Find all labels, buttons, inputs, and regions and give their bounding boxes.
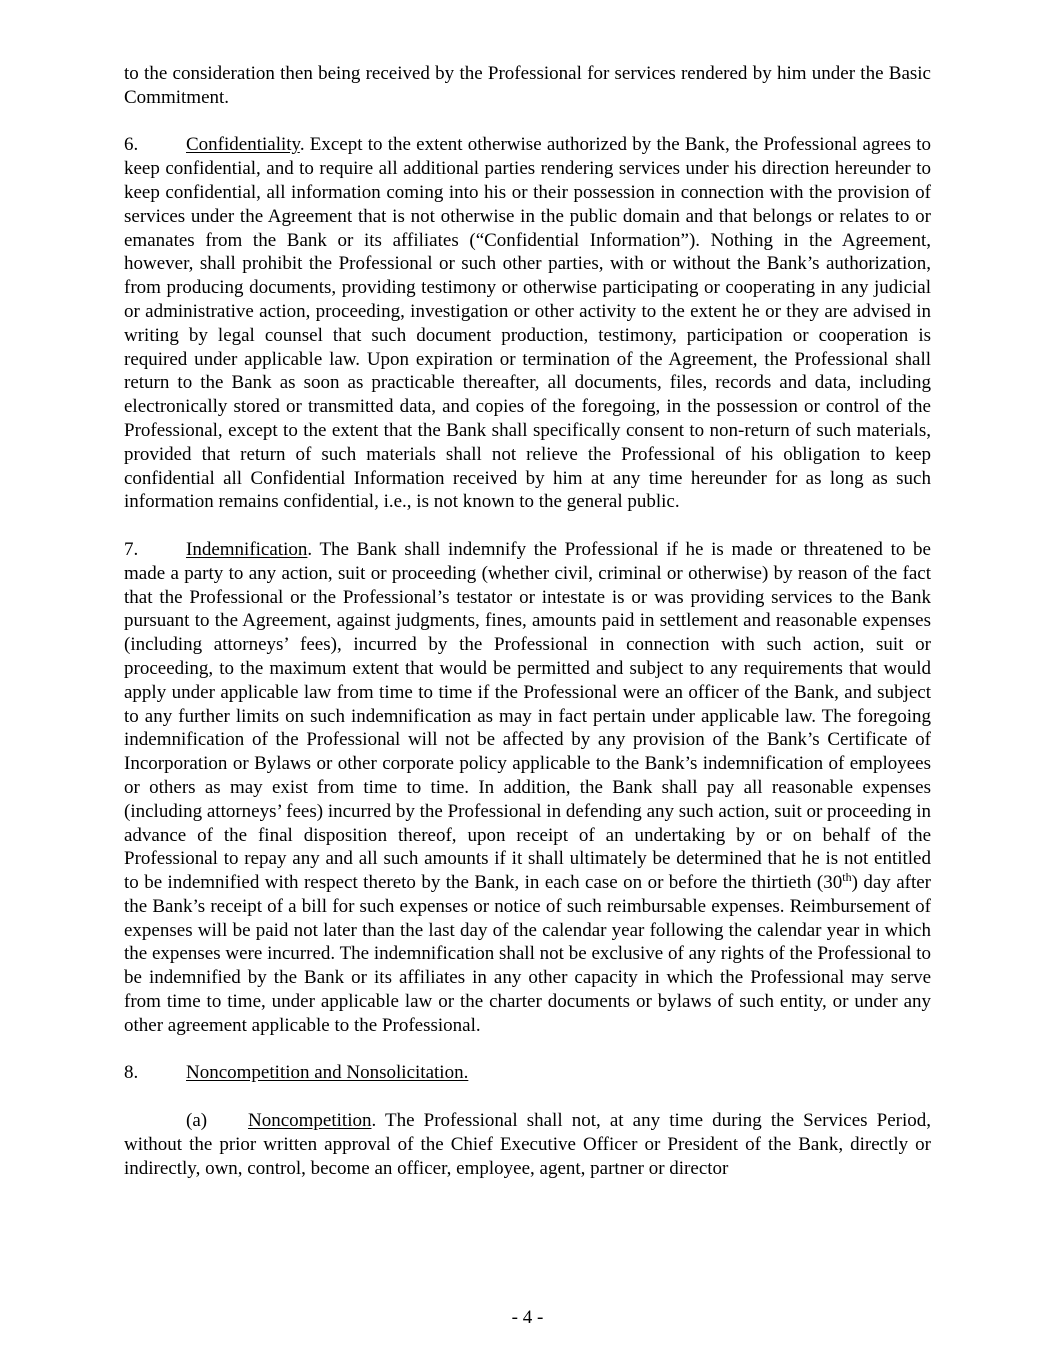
page-number-footer [0,1306,1055,1330]
section-7-body-part2: ) day after the Bank’s receipt of a bill for such expenses or notice of such reimbursable expenses. Reimbursement of expenses will be paid not later than the last day of the calendar year following the calendar year in which the expenses were incurred. The indemnification shall not be exclusive of any rights of the Professional to be indemnified by the Bank or its affiliates in any other capacity in which the Professional may serve from time to time, under applicable law or the charter documents or bylaws of such entity, or under any other agreement applicable to the Professional. [124,872,931,1036]
section-7-body-part1: The Bank shall indemnify the Professional if he is made or threatened to be made a party to any action, suit or proceeding (whether civil, criminal or otherwise) by reason of the fact that the Professional or the Professional’s testator or intestate is or was providing services to the Bank pursuant to the Agreement, against judgments, fines, amounts paid in settlement and reasonable expenses (including attorneys’ fees), incurred by the Professional in connection with such action, suit or proceeding, to the maximum extent that would be permitted and subject to any requirements that would apply under applicable law from time to time if the Professional were an officer of the Bank, and subject to any further limits on such indemnification as may in fact pertain under applicable law. The foregoing indemnification of the Professional will not be affected by any provision of the Bank’s Certificate of Incorporation or Bylaws or other corporate policy applicable to the Bank’s indemnification of employees or others as may exist from time to time. In addition, the Bank shall pay all reasonable expenses (including attorneys’ fees) incurred by the Professional in defending any such action, suit or proceeding in advance of the final disposition thereof, upon receipt of an undertaking by or on behalf of the Professional to repay any and all such amounts if it shall ultimately be determined that he is not entitled to be indemnified with respect thereto by the Bank, in each case on or before the thirtieth (30 [124,538,931,894]
continuation-paragraph [124,62,931,110]
section-8a-body: The Professional shall not, at any time during the Services Period, without the prior written approval of the Chief Executive Officer or President of the Bank, directly or indirectly, own, control, become an officer, employee, agent, partner or director [124,1110,931,1179]
section-8a-heading: Noncompetition [248,1110,372,1132]
section-8a-label: (a) [186,1110,208,1132]
section-6-heading: Confidentiality [186,134,300,156]
section-7-superscript: th [842,870,852,885]
section-7-indemnification [124,538,931,1038]
section-6-heading-punct: . [299,134,305,156]
section-7-number: 7. [124,538,139,560]
continuation-text: to the consideration then being received by the Professional for services rendered by him under the Basic Commitment. [124,63,931,108]
document-page [124,62,931,1204]
section-7-heading: Indemnification [186,538,308,560]
section-8-number: 8. [124,1062,139,1084]
section-8a-heading-punct: . [371,1110,377,1132]
page-number: - 4 - [511,1307,544,1328]
section-6-number: 6. [124,134,139,156]
section-8a-noncompetition [124,1109,931,1180]
section-6-body: Except to the extent otherwise authorized by the Bank, the Professional agrees to keep confidential, and to require all additional parties rendering services under his direction hereunder to keep confidential, all information coming into his or their possession in connection with the provision of services under the Agreement that is not otherwise in the public domain and that belongs or relates to or emanates from the Bank or its affiliates (“Confidential Information”). Nothing in the Agreement, however, shall prohibit the Professional or such other parties, with or without the Bank’s authorization, from producing documents, providing testimony or otherwise participating or cooperating in any judicial or administrative action, proceeding, investigation or other activity to the extent he or they are advised in writing by legal counsel that such document production, testimony, participation or cooperation is required under applicable law. Upon expiration or termination of the Agreement, the Professional shall return to the Bank as soon as practicable thereafter, all documents, files, records and data, including electronically stored or transmitted data, and copies of the foregoing, in the possession or control of the Professional, except to the extent that the Bank shall specifically consent to non-return of such materials, provided that return of such materials shall not relieve the Professional of his obligation to keep confidential all Confidential Information received by him at any time hereunder for as long as such information remains confidential, i.e., is not known to the general public. [124,134,931,513]
section-6-confidentiality [124,133,931,514]
section-8-heading-paragraph [124,1061,931,1085]
section-8-heading: Noncompetition and Nonsolicitation. [186,1062,469,1084]
section-7-heading-punct: . [307,538,313,560]
